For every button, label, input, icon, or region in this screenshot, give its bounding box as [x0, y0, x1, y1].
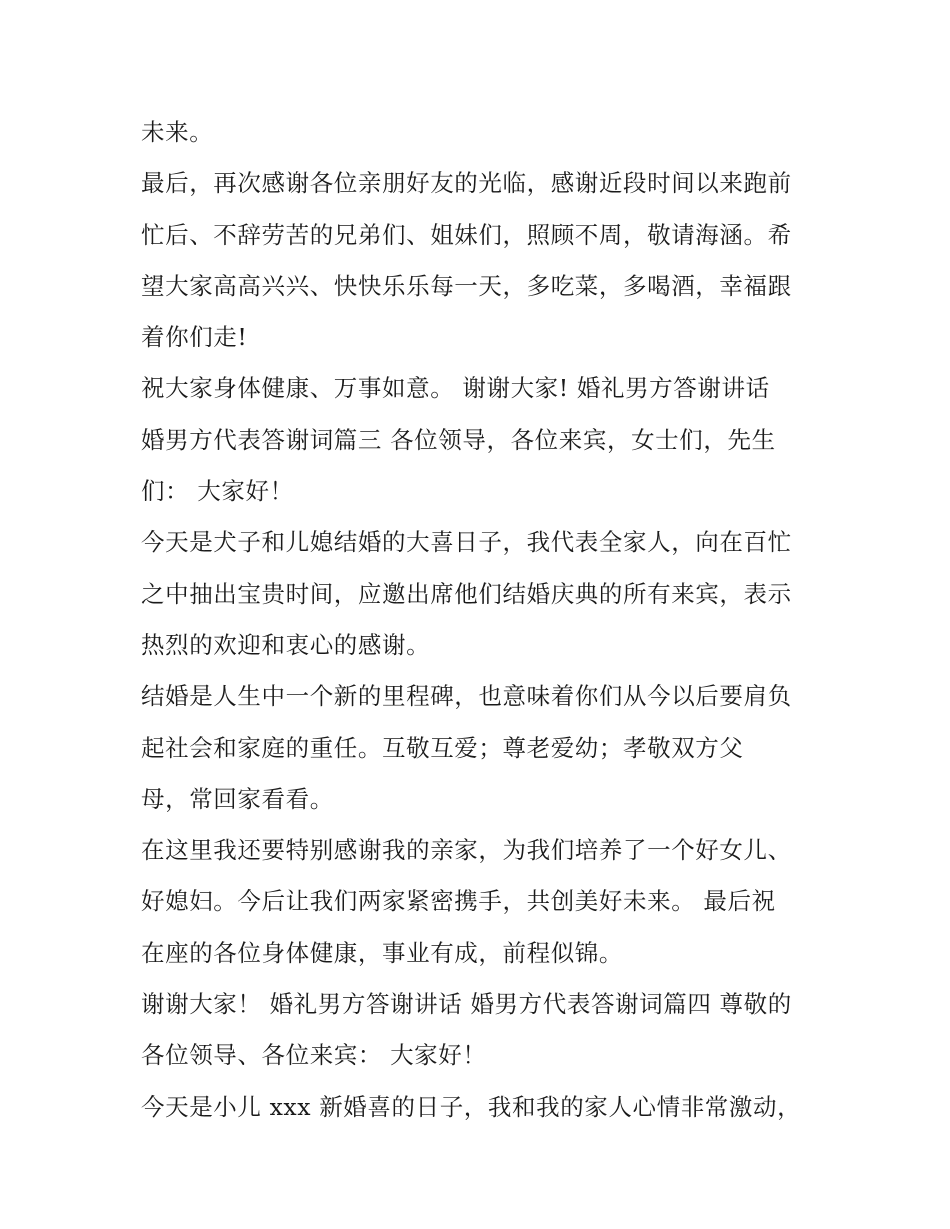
text-line: 在这里我还要特别感谢我的亲家，为我们培养了一个好女儿、 — [141, 836, 792, 865]
text-line: 未来。 — [141, 118, 214, 146]
text-line: 最后，再次感谢各位亲朋好友的光临，感谢近段时间以来跑前 — [141, 169, 792, 198]
text-line: 祝大家身体健康、万事如意。 谢谢大家! 婚礼男方答谢讲话 — [141, 374, 770, 403]
text-line: 结婚是人生中一个新的里程碑，也意味着你们从今以后要肩负 — [141, 682, 792, 711]
text-line: 们： 大家好！ — [141, 477, 294, 506]
text-line: 好媳妇。今后让我们两家紧密携手，共创美好未来。 最后祝 — [141, 887, 776, 916]
text-line: 母，常回家看看。 — [141, 784, 334, 813]
text-line: 之中抽出宝贵时间，应邀出席他们结婚庆典的所有来宾，表示 — [141, 579, 792, 608]
text-line: 起社会和家庭的重任。互敬互爱；尊老爱幼；孝敬双方父 — [141, 733, 744, 762]
text-line: 谢谢大家！ 婚礼男方答谢讲话 婚男方代表答谢词篇四 尊敬的 — [141, 990, 792, 1019]
text-line: 婚男方代表答谢词篇三 各位领导，各位来宾，女士们，先生 — [141, 425, 776, 454]
text-line: 今天是小儿 xxx 新婚喜的日子，我和我的家人心情非常激动， — [141, 1092, 802, 1121]
text-line: 望大家高高兴兴、快快乐乐每一天，多吃菜，多喝酒，幸福跟 — [141, 271, 792, 300]
text-line: 各位领导、各位来宾： 大家好！ — [141, 1041, 487, 1070]
text-line: 在座的各位身体健康，事业有成，前程似锦。 — [141, 938, 623, 967]
text-line: 着你们走! — [141, 323, 248, 352]
text-line: 今天是犬子和儿媳结婚的大喜日子，我代表全家人，向在百忙 — [141, 528, 792, 557]
document-body — [141, 107, 821, 1133]
text-line: 热烈的欢迎和衷心的感谢。 — [141, 630, 431, 659]
text-line: 忙后、不辞劳苦的兄弟们、姐妹们，照顾不周，敬请海涵。希 — [141, 220, 792, 249]
